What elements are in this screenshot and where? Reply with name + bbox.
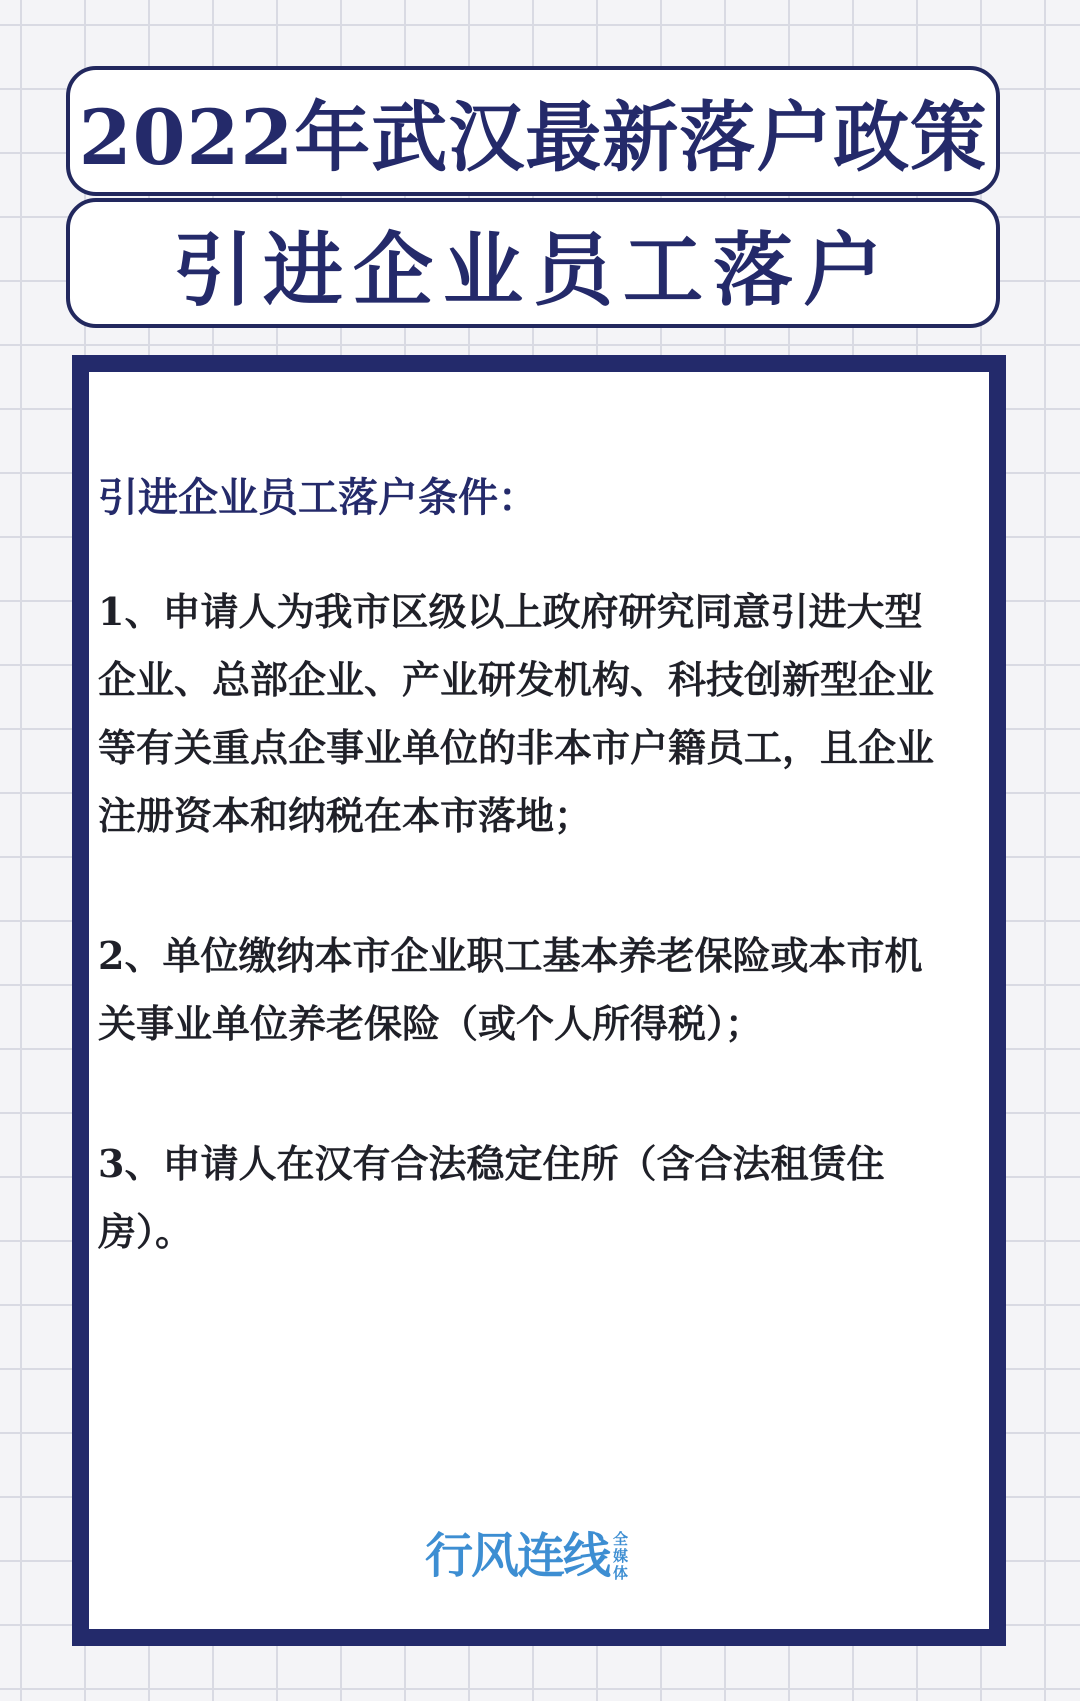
logo-subtext: 全媒体 [613,1529,629,1582]
condition-item-1: 1、申请人为我市区级以上政府研究同意引进大型企业、总部企业、产业研发机构、科技创新型企业等有关重点企事业单位的非本市户籍员工，且企业注册资本和纳税在本市落地； [98,589,935,838]
main-title-banner [66,66,1000,196]
page-subtitle: 引进企业员工落户 [173,222,893,317]
brand-logo [425,1528,629,1584]
condition-item-2: 2、单位缴纳本市企业职工基本养老保险或本市机关事业单位养老保险（或个人所得税）； [98,933,923,1046]
logo-text: 行风连线 [425,1528,610,1584]
conditions-section [98,468,948,1266]
subtitle-banner [66,198,1000,328]
conditions-heading: 引进企业员工落户条件： [98,474,538,521]
page-title: 2022年武汉最新落户政策 [78,92,988,182]
condition-item-3: 3、申请人在汉有合法稳定住所（含合法租赁住房）。 [98,1141,885,1254]
